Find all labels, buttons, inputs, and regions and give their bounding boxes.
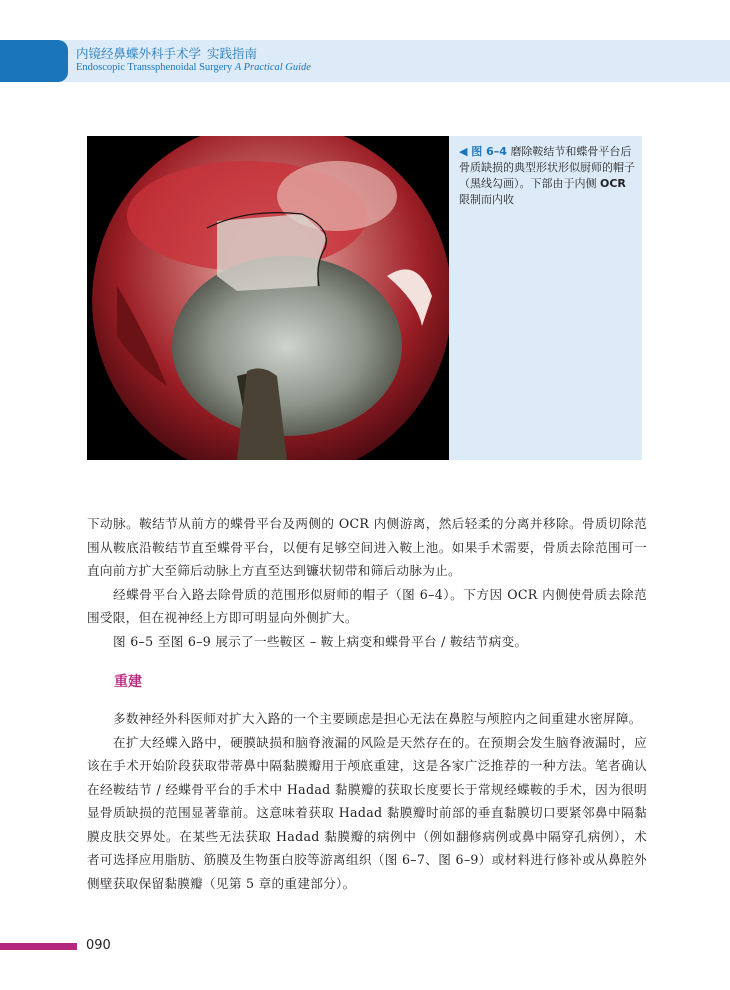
caption-text-2: 限制而内收	[459, 193, 514, 206]
book-subtitle-en: A Practical Guide	[234, 62, 311, 73]
section-heading-reconstruction: 重建	[114, 674, 142, 690]
figure-caption	[459, 144, 637, 208]
paragraph-2: 经蝶骨平台入路去除骨质的范围形似厨师的帽子（图 6–4）。下方因 OCR 内侧使骨质去除范围受限，但在视神经上方即可明显向外侧扩大。	[87, 586, 647, 625]
running-head-cn	[76, 44, 257, 62]
figure-6-4	[87, 136, 642, 460]
body-section-1	[87, 512, 647, 653]
book-subtitle-cn: 实践指南	[207, 46, 258, 61]
caption-ocr: OCR	[600, 177, 626, 190]
paragraph-4: 多数神经外科医师对扩大入路的一个主要顾虑是担心无法在鼻腔与颅腔内之间重建水密屏障。	[113, 711, 642, 726]
header-tab	[0, 40, 68, 82]
caption-text-1: 磨除鞍结节和蝶骨平台后骨质缺损的典型形状形似厨师的帽子（黑线勾画）。下部由于内侧	[459, 145, 635, 190]
endoscopic-photo	[87, 136, 449, 460]
page-number: 090	[86, 938, 111, 953]
book-title-cn: 内镜经鼻蝶外科手术学	[76, 46, 202, 61]
body-section-2	[87, 707, 647, 895]
running-head-en	[76, 62, 311, 73]
paragraph-5: 在扩大经蝶入路中，硬膜缺损和脑脊液漏的风险是天然存在的。在预期会发生脑脊液漏时，应该在手术开始阶段获取带蒂鼻中隔黏膜瓣用于颅底重建，这是各家广泛推荐的一种方法。笔者确认在经鞍结节 / 经蝶骨平台的手术中 Hadad 黏膜瓣的获取长度要长于常规经蝶鞍的手术，因为很明显骨质缺损的范围显著靠前。这意味着获取 Hadad 黏膜瓣时前部的垂直黏膜切口要紧邻鼻中隔黏膜皮肤交界处。在某些无法获取 Hadad 黏膜瓣的病例中（例如翻修病例或鼻中隔穿孔病例），术者可选择应用脂肪、筋膜及生物蛋白胶等游离组织（图 6–7、图 6–9）或材料进行修补或从鼻腔外侧壁获取保留黏膜瓣（见第 5 章的重建部分）。	[87, 734, 647, 891]
book-title-en: Endoscopic Transsphenoidal Surgery	[76, 62, 233, 73]
footer-bar	[0, 943, 77, 950]
endoscopic-view-illustration	[87, 136, 449, 460]
paragraph-1: 下动脉。鞍结节从前方的蝶骨平台及两侧的 OCR 内侧游离，然后轻柔的分离并移除。骨质切除范围从鞍底沿鞍结节直至蝶骨平台，以便有足够空间进入鞍上池。如果手术需要，骨质去除范围可一直向前方扩大至筛后动脉上方直至达到镰状韧带和筛后动脉为止。	[87, 516, 647, 578]
caption-box	[449, 136, 642, 460]
figure-label: ◀ 图 6–4	[459, 145, 507, 158]
paragraph-3: 图 6–5 至图 6–9 展示了一些鞍区 – 鞍上病变和蝶骨平台 / 鞍结节病变。	[113, 633, 528, 649]
